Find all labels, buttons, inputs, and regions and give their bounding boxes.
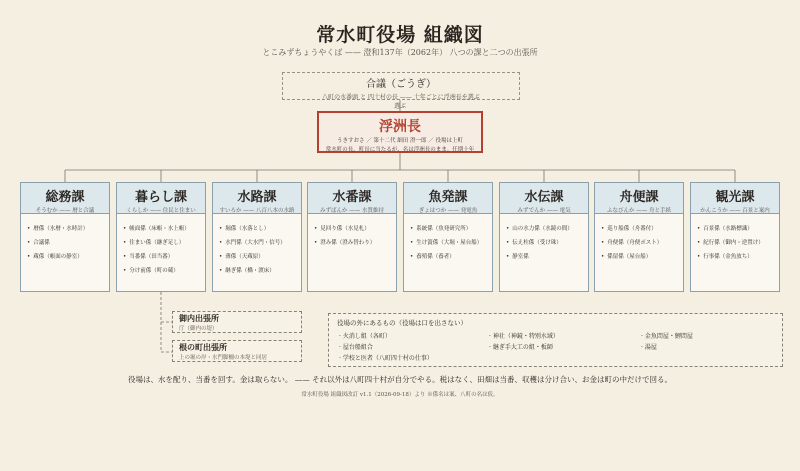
dept-name: 魚発課	[428, 190, 468, 205]
dept-item: • 継ぎ係（橋・渡床）	[219, 264, 301, 278]
dept-name: 水路課	[237, 190, 277, 205]
dept-sub: そうむか —— 暦と合議	[35, 208, 95, 214]
dept-item: • 当番係（田当番）	[123, 250, 205, 264]
dept-name: 観光課	[715, 190, 755, 205]
dept-mizuden	[499, 182, 589, 292]
outside-item: · 火消し組（各町）	[339, 331, 391, 340]
dept-item: • 水門係（大水門・信号）	[219, 236, 301, 250]
dept-item: • 蔵係（帳面の静室）	[27, 250, 109, 264]
dept-item: • 養殖係（養者）	[410, 250, 492, 264]
footer-note: 常水町役場 組織図改訂 v1.1（2026-09-18）より ※係名は案、八町の名は仮。	[301, 392, 499, 398]
dept-item: • 合議係	[27, 236, 109, 250]
dept-sub: かんこうか —— 百景と案内	[700, 208, 770, 214]
dept-item: • 山の水力係（水鏡の間）	[506, 222, 588, 236]
dept-item: • 見回り係（水見札）	[314, 222, 396, 236]
dept-item: • 生け簀係（大堀・屋台船）	[410, 236, 492, 250]
dept-name: 総務課	[45, 190, 85, 205]
dept-mizuban	[307, 182, 397, 292]
dept-item: • 澄み係（澄み替わり）	[314, 236, 396, 250]
dept-item: • 帳面係（床帳・水上帳）	[123, 222, 205, 236]
mayor-title: 浮洲長	[379, 119, 421, 135]
council-desc: 八町の水番頭 と 四十村の長 —— 十年ごとに浮洲長を選ぶ	[322, 94, 480, 101]
footer-motto: 役場は、水を配り、当番を回す。金は取らない。 —— それ以外は八町四十村が自分でやる。税はなく、田畑は当番、収穫は分け合い、お金は町の中だけで回る。	[127, 375, 672, 384]
dept-gyohatsu	[403, 182, 493, 292]
council-box	[282, 72, 520, 100]
dept-item: • 伝え柱係（受け珠）	[506, 236, 588, 250]
dept-item: • 暦係（水暦・水時計）	[27, 222, 109, 236]
dept-item: • 分け前係（町の蔵）	[123, 264, 205, 278]
dept-item: • 舟便係（舟便ポスト）	[601, 236, 683, 250]
dept-item: • 行事係（金魚放ち）	[697, 250, 779, 264]
outside-item: · 金魚問屋・鯉問屋	[641, 331, 693, 340]
mayor-line-1: うきすおさ ／ 第十二代 細田 澄一郎 ／ 役場は上町	[337, 138, 463, 144]
branch-title: 御内出張所	[179, 313, 219, 323]
dept-sub: みずでんか —— 電気	[517, 208, 571, 214]
dept-item: • 住まい係（継ぎ足し）	[123, 236, 205, 250]
dept-name: 水伝課	[524, 190, 564, 205]
branch-desc: 庁（御内の堤）	[179, 326, 218, 332]
page-subtitle: とこみずちょうやくば —— 澄和137年（2062年） 八つの課と二つの出張所	[262, 48, 538, 57]
branch-title: 根の町出張所	[179, 342, 227, 352]
dept-item: • 紀行係（御内・逆置け）	[697, 236, 779, 250]
dept-item: • 静室係	[506, 250, 588, 264]
dept-name: 暮らし課	[134, 190, 187, 205]
outside-item: · 神社（神鏡・特別水域）	[489, 331, 559, 340]
outside-item: · 継ぎ手大工の組・板師	[489, 342, 553, 351]
dept-item: • 系統係（魚発研究所）	[410, 222, 492, 236]
page-title: 常水町役場 組織図	[316, 24, 484, 46]
elect-label: 選ぶ	[393, 103, 406, 110]
dept-sub: ぎょはつか —— 発電魚	[418, 208, 478, 214]
dept-soumu	[20, 182, 110, 292]
dept-name: 舟便課	[619, 190, 659, 205]
branch-desc: 上の堀の岸・水門脚柵の本堤と同居	[179, 355, 268, 361]
dept-item: • 係留係（屋台船）	[601, 250, 683, 264]
outside-item: · 屋台船組合	[339, 342, 373, 351]
dept-kankou	[690, 182, 780, 292]
outside-item: · 学校と医者（八町四十村の仕事）	[339, 353, 433, 362]
dept-sub: すいろか —— 八百八本の水路	[219, 208, 295, 214]
dept-item: • 薄係（天蔵原）	[219, 250, 301, 264]
branch-ouchi	[172, 311, 302, 333]
mayor-box	[317, 111, 483, 153]
outside-box	[328, 313, 783, 367]
dept-name: 水番課	[332, 190, 372, 205]
branch-nenomachi	[172, 340, 302, 362]
dept-kurashi	[116, 182, 206, 292]
dept-item: • 巡り船係（舟番付）	[601, 222, 683, 236]
dept-sub: みずばんか —— 水質維持	[320, 208, 384, 214]
mayor-line-2: 常水町の長。町長に当たるが、名は浮洲長のまま。任期十年	[325, 147, 475, 154]
dept-funabin	[594, 182, 684, 292]
outside-item: · 湯屋	[641, 342, 657, 351]
dept-item: • 百景係（水路標識）	[697, 222, 779, 236]
dept-item: • 堀係（水落とし）	[219, 222, 301, 236]
dept-suiro	[212, 182, 302, 292]
outside-title: 役場の外にあるもの（役場は口を出さない）	[337, 319, 467, 327]
dept-sub: ふなびんか —— 舟と手紙	[607, 208, 671, 214]
dept-sub: くらしか —— 住民と住まい	[126, 208, 196, 214]
council-title: 合議（ごうぎ）	[366, 79, 436, 90]
